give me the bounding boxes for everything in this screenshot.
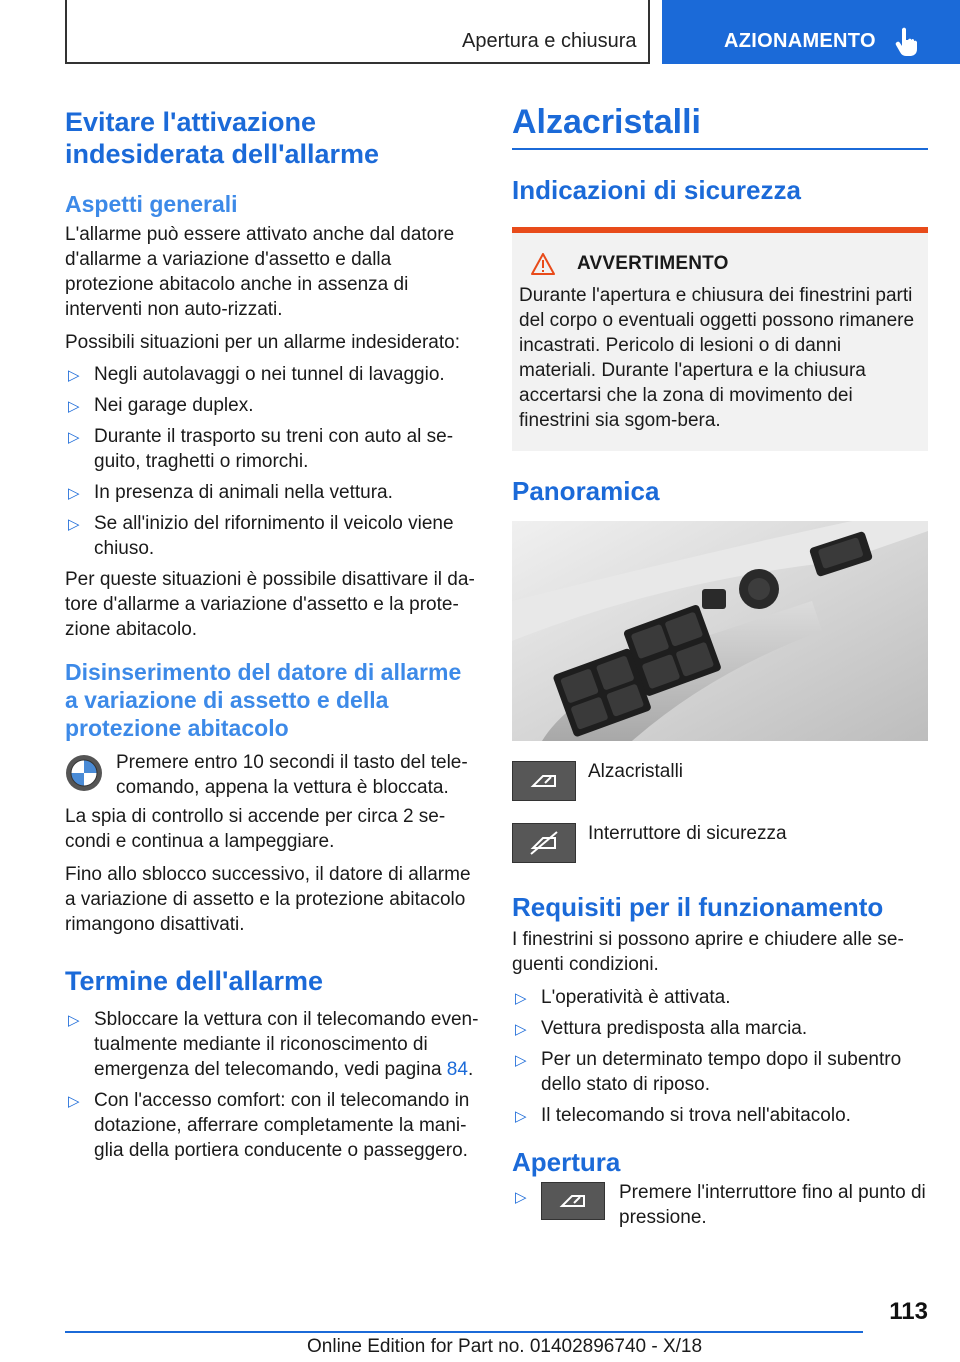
- situations-list: [65, 362, 480, 561]
- footer-edition: Online Edition for Part no. 01402896740 - X/18: [307, 1336, 703, 1357]
- situations-intro: Possibili situazioni per un allarme indesiderato:: [65, 332, 460, 353]
- window-switch-icon: [512, 761, 576, 801]
- list-item: ▷ L'operatività è attivata.: [512, 985, 928, 1010]
- triangle-bullet-icon: ▷: [68, 367, 80, 384]
- legend: [512, 761, 928, 863]
- heading-disarm: Disinserimento del datore di allarme a variazione di assetto e della protezione abitacolo: [65, 659, 462, 741]
- triangle-bullet-icon: ▷: [68, 1012, 80, 1029]
- disarm-lamp-text: La spia di controllo si accende per circa 2 se-condi e continua a lampeggiare.: [65, 806, 446, 852]
- list-item: ▷ Nei garage duplex.: [65, 393, 480, 418]
- requirements-list: [512, 985, 928, 1128]
- window-switch-icon: [541, 1182, 605, 1220]
- triangle-bullet-icon: ▷: [515, 1108, 527, 1125]
- list-item: ▷ Se all'inizio del rifornimento il veicolo viene chiuso.: [68, 513, 454, 559]
- section-title-false-alarm: Evitare l'attivazione indesiderata dell'allarme: [65, 107, 380, 169]
- opening-step: [512, 1184, 928, 1230]
- legend-item: [512, 761, 928, 801]
- heading-end-alarm: Termine dell'allarme: [65, 966, 324, 996]
- triangle-bullet-icon: ▷: [68, 429, 80, 446]
- bmw-key-button-icon: [65, 754, 103, 792]
- list-item: ▷ Con l'accesso comfort: con il telecomando in dotazione, afferrare completamente la mani-glia della portiera conducente o passeggero.: [68, 1090, 470, 1161]
- triangle-bullet-icon: ▷: [515, 990, 527, 1007]
- header-section-title: Apertura e chiusura: [462, 30, 637, 52]
- triangle-bullet-icon: ▷: [515, 1021, 527, 1038]
- triangle-bullet-icon: ▷: [68, 516, 80, 533]
- triangle-bullet-icon: ▷: [515, 1052, 527, 1069]
- triangle-bullet-icon: ▷: [68, 398, 80, 415]
- page-number: 113: [889, 1298, 928, 1325]
- list-item: ▷ Durante il trasporto su treni con auto al se-guito, traghetti o rimorchi.: [68, 426, 454, 472]
- list-item: ▷ Per un determinato tempo dopo il subentro dello stato di riposo.: [515, 1049, 902, 1095]
- warning-box: [512, 227, 928, 451]
- legend-label: Interruttore di sicurezza: [588, 823, 787, 844]
- safety-switch-icon: [512, 823, 576, 863]
- heading-overview: Panoramica: [512, 476, 660, 506]
- left-column: [65, 100, 480, 1163]
- heading-opening: Apertura: [512, 1147, 621, 1177]
- title-divider: [512, 148, 928, 150]
- page-link-84[interactable]: 84: [446, 1059, 468, 1080]
- warning-header: [531, 253, 918, 275]
- warning-title: AVVERTIMENTO: [577, 253, 729, 274]
- list-item: ▷ Negli autolavaggi o nei tunnel di lavaggio.: [65, 362, 480, 387]
- legend-label: Alzacristalli: [588, 761, 684, 782]
- triangle-bullet-icon: ▷: [515, 1189, 527, 1206]
- heading-requirements: Requisiti per il funzionamento: [512, 892, 884, 922]
- pointing-hand-icon: [894, 26, 922, 56]
- footer-divider: [65, 1331, 863, 1333]
- section-title-windows: Alzacristalli: [512, 103, 701, 141]
- header-chapter-label: AZIONAMENTO: [724, 30, 876, 52]
- list-item: ▷ Il telecomando si trova nell'abitacolo.: [512, 1103, 928, 1128]
- requirements-intro: I finestrini si possono aprire e chiudere alle se-guenti condizioni.: [512, 929, 904, 975]
- list-item: ▷ Vettura predisposta alla marcia.: [512, 1016, 928, 1041]
- general-text: L'allarme può essere attivato anche dal datore d'allarme a variazione d'assetto e dalla protezione abitacolo anche in assenza di interventi non auto-rizzati.: [65, 224, 455, 320]
- door-panel-illustration: [512, 521, 928, 741]
- right-column: [512, 100, 928, 1230]
- heading-safety: Indicazioni di sicurezza: [512, 175, 801, 205]
- warning-text: Durante l'apertura e chiusura dei finestrini parti del corpo o eventuali oggetti possono rimanere incastrati. Pericolo di lesioni o di danni materiali. Durante l'apertura e la chiusura accertarsi che la zona di movimento dei finestrini sia sgom-bera.: [519, 285, 915, 431]
- disarm-step-text: Premere entro 10 secondi il tasto del tele-comando, appena la vettura è bloccata.: [116, 752, 468, 798]
- list-item: ▷ Sbloccare la vettura con il telecomando even-tualmente mediante il riconoscimento di emergenza del telecomando, vedi pagina 84.: [68, 1009, 479, 1080]
- legend-item: [512, 823, 928, 863]
- header-chapter-tab[interactable]: [662, 0, 960, 64]
- disarm-until-text: Fino allo sblocco successivo, il datore di allarme a variazione di assetto e la protezione abitacolo rimangono disattivati.: [65, 864, 471, 935]
- situations-outro: Per queste situazioni è possibile disattivare il da-tore d'allarme a variazione d'assetto e la prote-zione abitacolo.: [65, 569, 475, 640]
- heading-general: Aspetti generali: [65, 191, 238, 217]
- opening-step-text: Premere l'interruttore fino al punto di pressione.: [619, 1182, 926, 1228]
- warning-triangle-icon: [531, 253, 555, 275]
- door-switch-panel-photo: [512, 521, 928, 741]
- triangle-bullet-icon: ▷: [68, 485, 80, 502]
- end-alarm-list: [65, 1007, 480, 1163]
- triangle-bullet-icon: ▷: [68, 1093, 80, 1110]
- list-item: ▷ In presenza di animali nella vettura.: [65, 480, 480, 505]
- disarm-step: [65, 754, 480, 800]
